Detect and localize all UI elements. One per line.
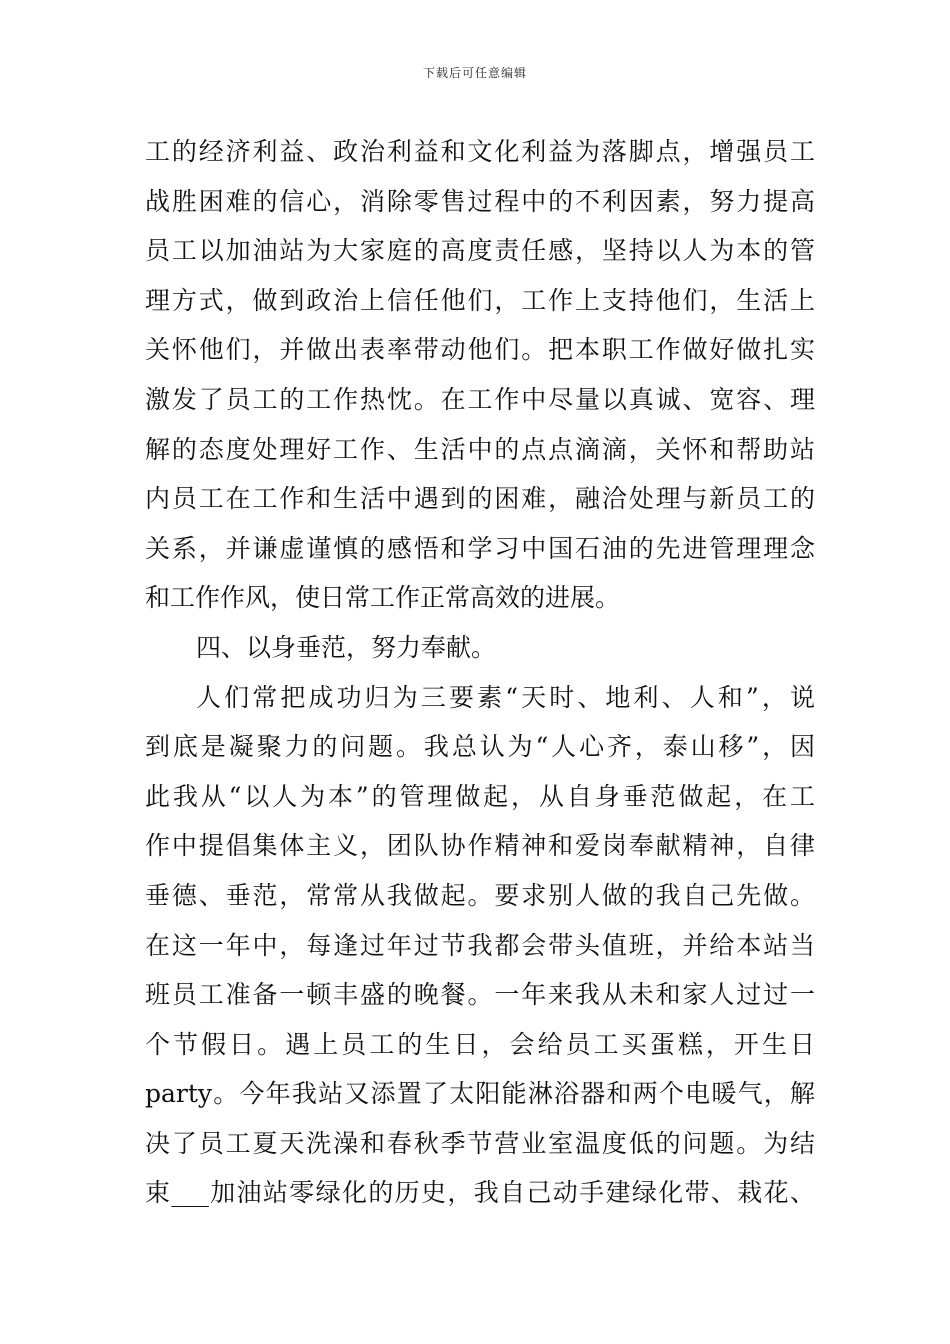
document-body <box>145 127 815 1218</box>
body-line-10: 和工作作风，使日常工作正常高效的进展。 <box>145 583 621 613</box>
body-line-14: 此我从“以人为本”的管理做起，从自身垂范做起，在工 <box>145 781 815 811</box>
body-line-22: 束___加油站零绿化的历史，我自己动手建绿化带、栽花、 <box>145 1178 815 1208</box>
body-line-20: party。今年我站又添置了太阳能淋浴器和两个电暖气，解 <box>145 1079 815 1109</box>
body-line-21: 决了员工夏天洗澡和春秋季节营业室温度低的问题。为结 <box>145 1128 815 1158</box>
body-line-19: 个节假日。遇上员工的生日，会给员工买蛋糕，开生日 <box>145 1029 815 1059</box>
body-line-13: 到底是凝聚力的问题。我总认为“人心齐，泰山移”，因 <box>145 732 815 762</box>
body-line-18: 班员工准备一顿丰盛的晚餐。一年来我从未和家人过过一 <box>145 980 815 1010</box>
body-line-5: 关怀他们，并做出表率带动他们。把本职工作做好做扎实 <box>145 335 815 365</box>
page-header: 下载后可任意编辑 <box>422 66 527 80</box>
body-line-3: 员工以加油站为大家庭的高度责任感，坚持以人为本的管 <box>145 236 815 266</box>
section-heading: 四、以身垂范，努力奉献。 <box>196 632 497 662</box>
body-line-1: 工的经济利益、政治利益和文化利益为落脚点，增强员工 <box>145 137 815 166</box>
body-line-4: 理方式，做到政治上信任他们，工作上支持他们，生活上 <box>145 285 815 315</box>
body-line-7: 解的态度处理好工作、生活中的点点滴滴，关怀和帮助站 <box>145 434 815 464</box>
body-line-8: 内员工在工作和生活中遇到的困难，融洽处理与新员工的 <box>145 484 815 514</box>
body-line-17: 在这一年中，每逢过年过节我都会带头值班，并给本站当 <box>145 930 815 960</box>
body-line-16: 垂德、垂范，常常从我做起。要求别人做的我自己先做。 <box>145 880 815 910</box>
body-line-15: 作中提倡集体主义，团队协作精神和爱岗奉献精神，自律 <box>145 831 815 861</box>
body-line-6: 激发了员工的工作热忱。在工作中尽量以真诚、宽容、理 <box>145 384 815 414</box>
body-line-9: 关系，并谦虚谨慎的感悟和学习中国石油的先进管理理念 <box>145 533 815 563</box>
body-line-12: 人们常把成功归为三要素“天时、地利、人和”，说 <box>196 682 815 712</box>
body-line-2: 战胜困难的信心，消除零售过程中的不利因素，努力提高 <box>145 186 815 216</box>
